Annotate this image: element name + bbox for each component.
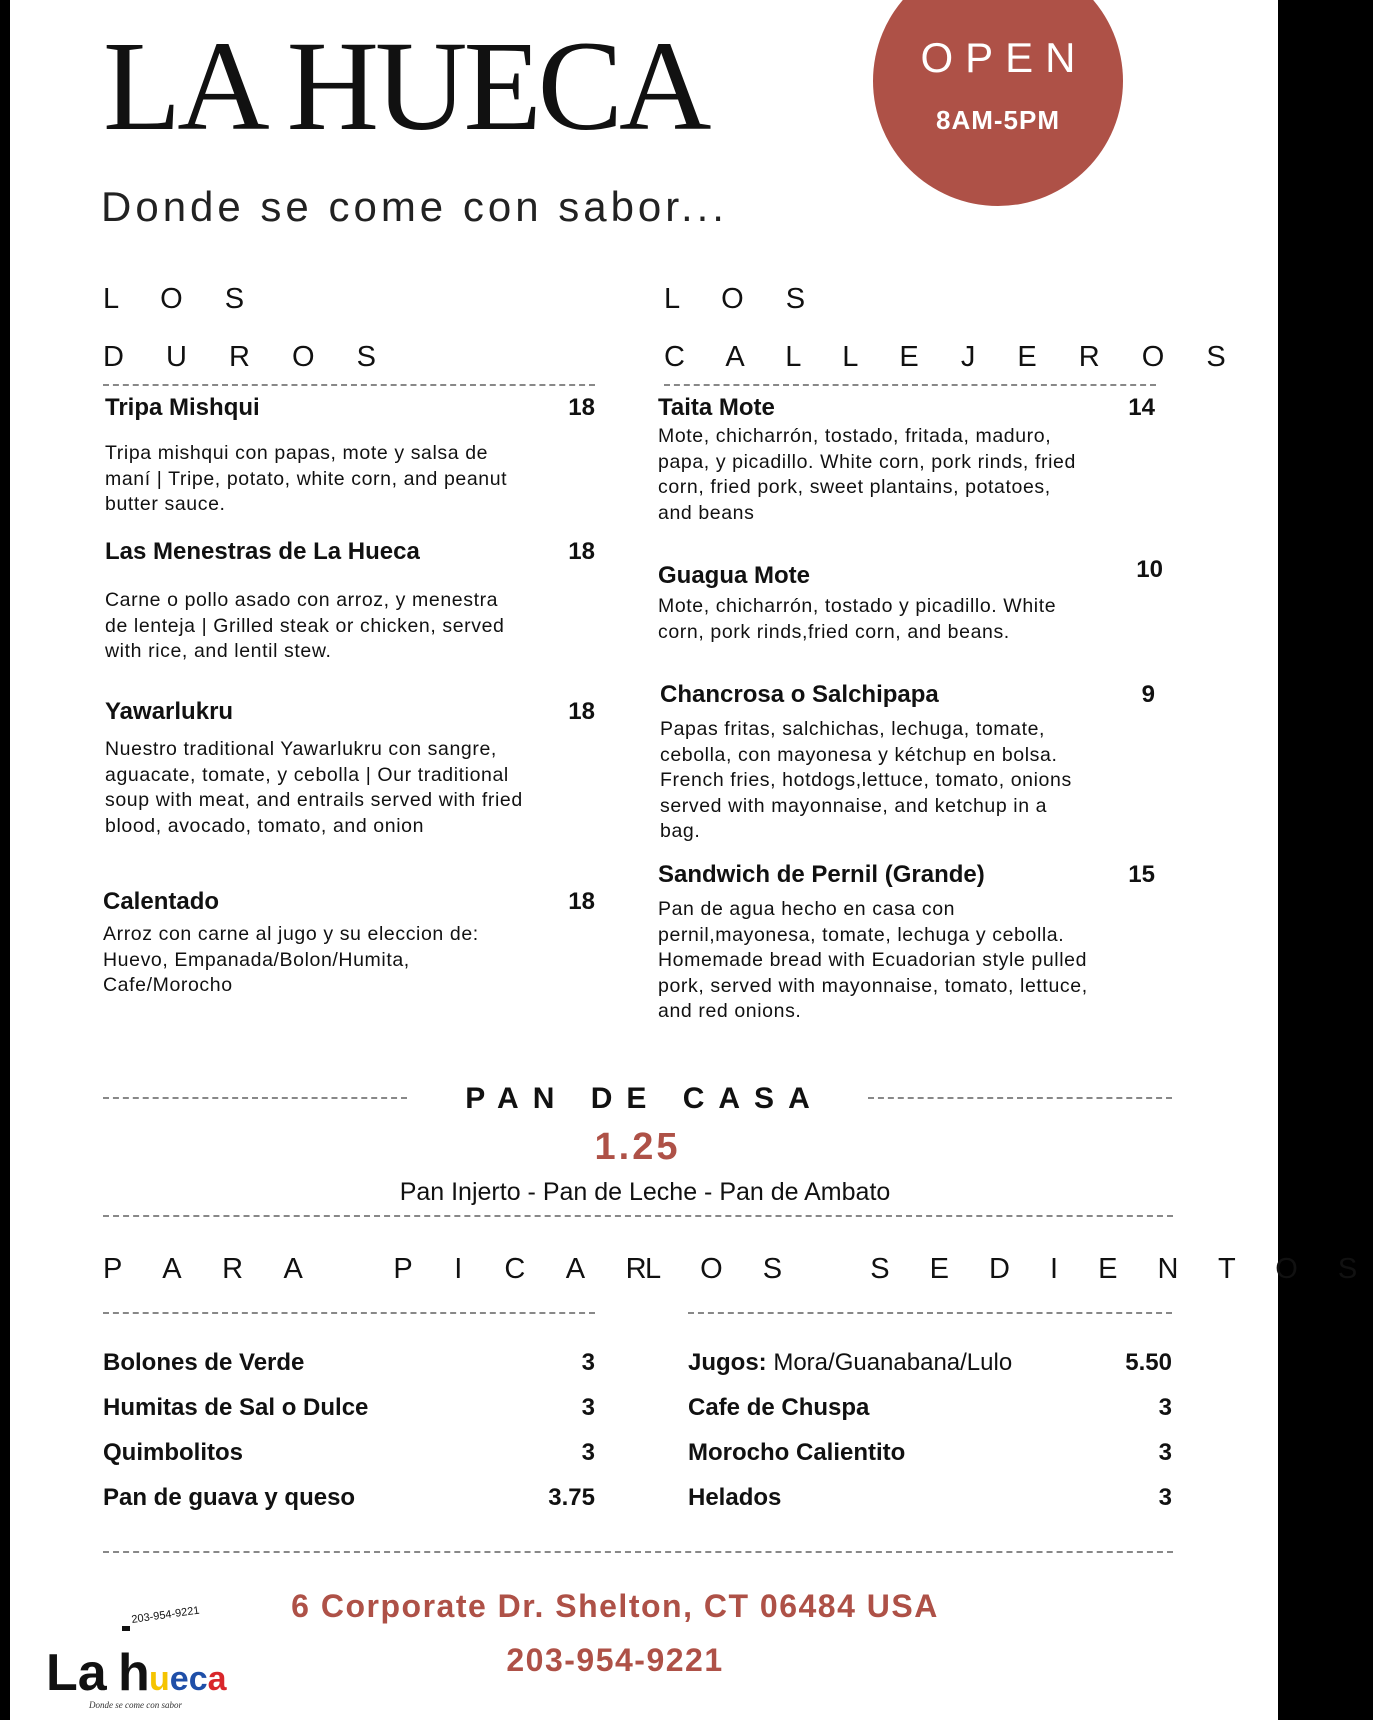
menu-item-name: Tripa Mishqui [105, 394, 260, 421]
logo-slogan: Donde se come con sabor [89, 1700, 182, 1710]
section-sedientos: L O S S E D I E N T O S [645, 1253, 1373, 1285]
phone-number: 203-954-9221 [506, 1642, 724, 1678]
menu-item-name: Las Menestras de La Hueca [105, 538, 420, 565]
open-hours-badge [873, 0, 1123, 206]
restaurant-title: LA HUECA [103, 15, 708, 157]
menu-item-price: 14 [1128, 394, 1155, 421]
section-callejeros-line1: L O S [664, 283, 823, 315]
divider-callejeros [664, 384, 1156, 386]
drink-item-price: 3 [1158, 1484, 1172, 1511]
menu-item-price: 18 [568, 538, 595, 565]
snack-item-name: Quimbolitos [103, 1439, 243, 1466]
pan-de-casa-price: 1.25 [594, 1126, 681, 1168]
menu-item-price: 18 [568, 698, 595, 725]
logo-letter-h: h [118, 1644, 150, 1702]
menu-page [10, 0, 1373, 1720]
menu-item-description: Carne o pollo asado con arroz, y menestra de lenteja | Grilled steak or chicken, served with rice, and lentil stew. [105, 589, 505, 662]
menu-item-name: Sandwich de Pernil (Grande) [658, 861, 985, 888]
snack-item-price: 3 [581, 1349, 595, 1376]
pan-de-casa-items: Pan Injerto - Pan de Leche - Pan de Ambato [399, 1178, 891, 1206]
drink-item-name: Morocho Calientito [688, 1439, 906, 1466]
address: 6 Corporate Dr. Shelton, CT 06484 USA [291, 1588, 939, 1624]
drink-item-name: Helados [688, 1484, 782, 1511]
divider-pan-right [868, 1097, 1172, 1099]
snack-item-name: Humitas de Sal o Dulce [103, 1394, 369, 1421]
menu-item-price: 10 [1136, 556, 1163, 583]
divider-sedientos [688, 1312, 1172, 1314]
menu-item-name: Calentado [103, 888, 220, 915]
section-duros-line2: D U R O S [103, 341, 393, 373]
house-roof-icon [122, 1626, 130, 1631]
pan-de-casa-title: PAN DE CASA [465, 1082, 824, 1115]
menu-item-price: 18 [568, 394, 595, 421]
menu-item-description: Papas fritas, salchichas, lechuga, tomate, cebolla, con mayonesa y kétchup en bolsa. French fries, hotdogs,lettuce, tomato, onions served with mayonnaise, and ketchup in a bag. [660, 718, 1072, 842]
menu-item-name: Chancrosa o Salchipapa [660, 681, 939, 708]
divider-picar [103, 1312, 595, 1314]
menu-item-description: Nuestro traditional Yawarlukru con sangre, aguacate, tomate, y cebolla | Our traditional soup with meat, and entrails served with fried blood, avocado, tomato, and onion [105, 738, 523, 837]
menu-item-price: 18 [568, 888, 595, 915]
section-para-picar: P A R A P I C A R [103, 1253, 664, 1285]
snack-item-name: Bolones de Verde [103, 1349, 305, 1376]
logo-word-la: La [46, 1644, 107, 1702]
menu-item-description: Mote, chicharrón, tostado y picadillo. White corn, pork rinds,fried corn, and beans. [658, 595, 1057, 643]
drink-item-price: 3 [1158, 1439, 1172, 1466]
snack-item-price: 3.75 [548, 1484, 595, 1511]
drink-item-name: Cafe de Chuspa [688, 1394, 870, 1421]
menu-item-name: Taita Mote [658, 394, 775, 421]
divider-footer [103, 1551, 1173, 1553]
logo-letters-ueca: ueca [149, 1660, 227, 1698]
drink-item-label: Jugos: [688, 1349, 767, 1376]
drink-item-name [688, 1351, 1012, 1375]
opening-hours: 8AM-5PM [935, 105, 1060, 135]
menu-item-name: Yawarlukru [105, 698, 234, 725]
drink-item-price: 3 [1158, 1394, 1172, 1421]
drink-item-detail: Mora/Guanabana/Lulo [766, 1349, 1013, 1376]
divider-pan-bottom [103, 1215, 1173, 1217]
snack-item-price: 3 [581, 1439, 595, 1466]
la-hueca-logo [34, 1604, 274, 1712]
menu-item-description: Tripa mishqui con papas, mote y salsa de maní | Tripe, potato, white corn, and peanut butter sauce. [105, 442, 508, 515]
section-callejeros-line2: C A L L E J E R O S [664, 341, 1243, 373]
menu-item-name: Guagua Mote [658, 562, 811, 589]
menu-item-description: Arroz con carne al jugo y su eleccion de: Huevo, Empanada/Bolon/Humita, Cafe/Morocho [103, 923, 479, 996]
open-label: OPEN [920, 34, 1088, 81]
divider-pan-left [103, 1097, 407, 1099]
divider-duros [103, 384, 595, 386]
menu-item-price: 9 [1141, 681, 1155, 708]
menu-item-description: Mote, chicharrón, tostado, fritada, maduro, papa, y picadillo. White corn, pork rinds, fried corn, fried pork, sweet plantains, potatoes, and beans [658, 425, 1076, 524]
logo-graphic [34, 1604, 274, 1712]
menu-item-description: Pan de agua hecho en casa con pernil,mayonesa, tomate, lechuga y cebolla. Homemade bread with Ecuadorian style pulled pork, served with mayonnaise, tomato, lettuce, and red onions. [658, 898, 1088, 1022]
logo-arc-phone: 203-954-9221 [130, 1604, 201, 1626]
section-duros-line1: L O S [103, 283, 262, 315]
tagline: Donde se come con sabor... [101, 183, 728, 230]
snack-item-name: Pan de guava y queso [103, 1484, 356, 1511]
snack-item-price: 3 [581, 1394, 595, 1421]
menu-item-price: 15 [1128, 861, 1155, 888]
drink-item-price: 5.50 [1125, 1349, 1172, 1376]
